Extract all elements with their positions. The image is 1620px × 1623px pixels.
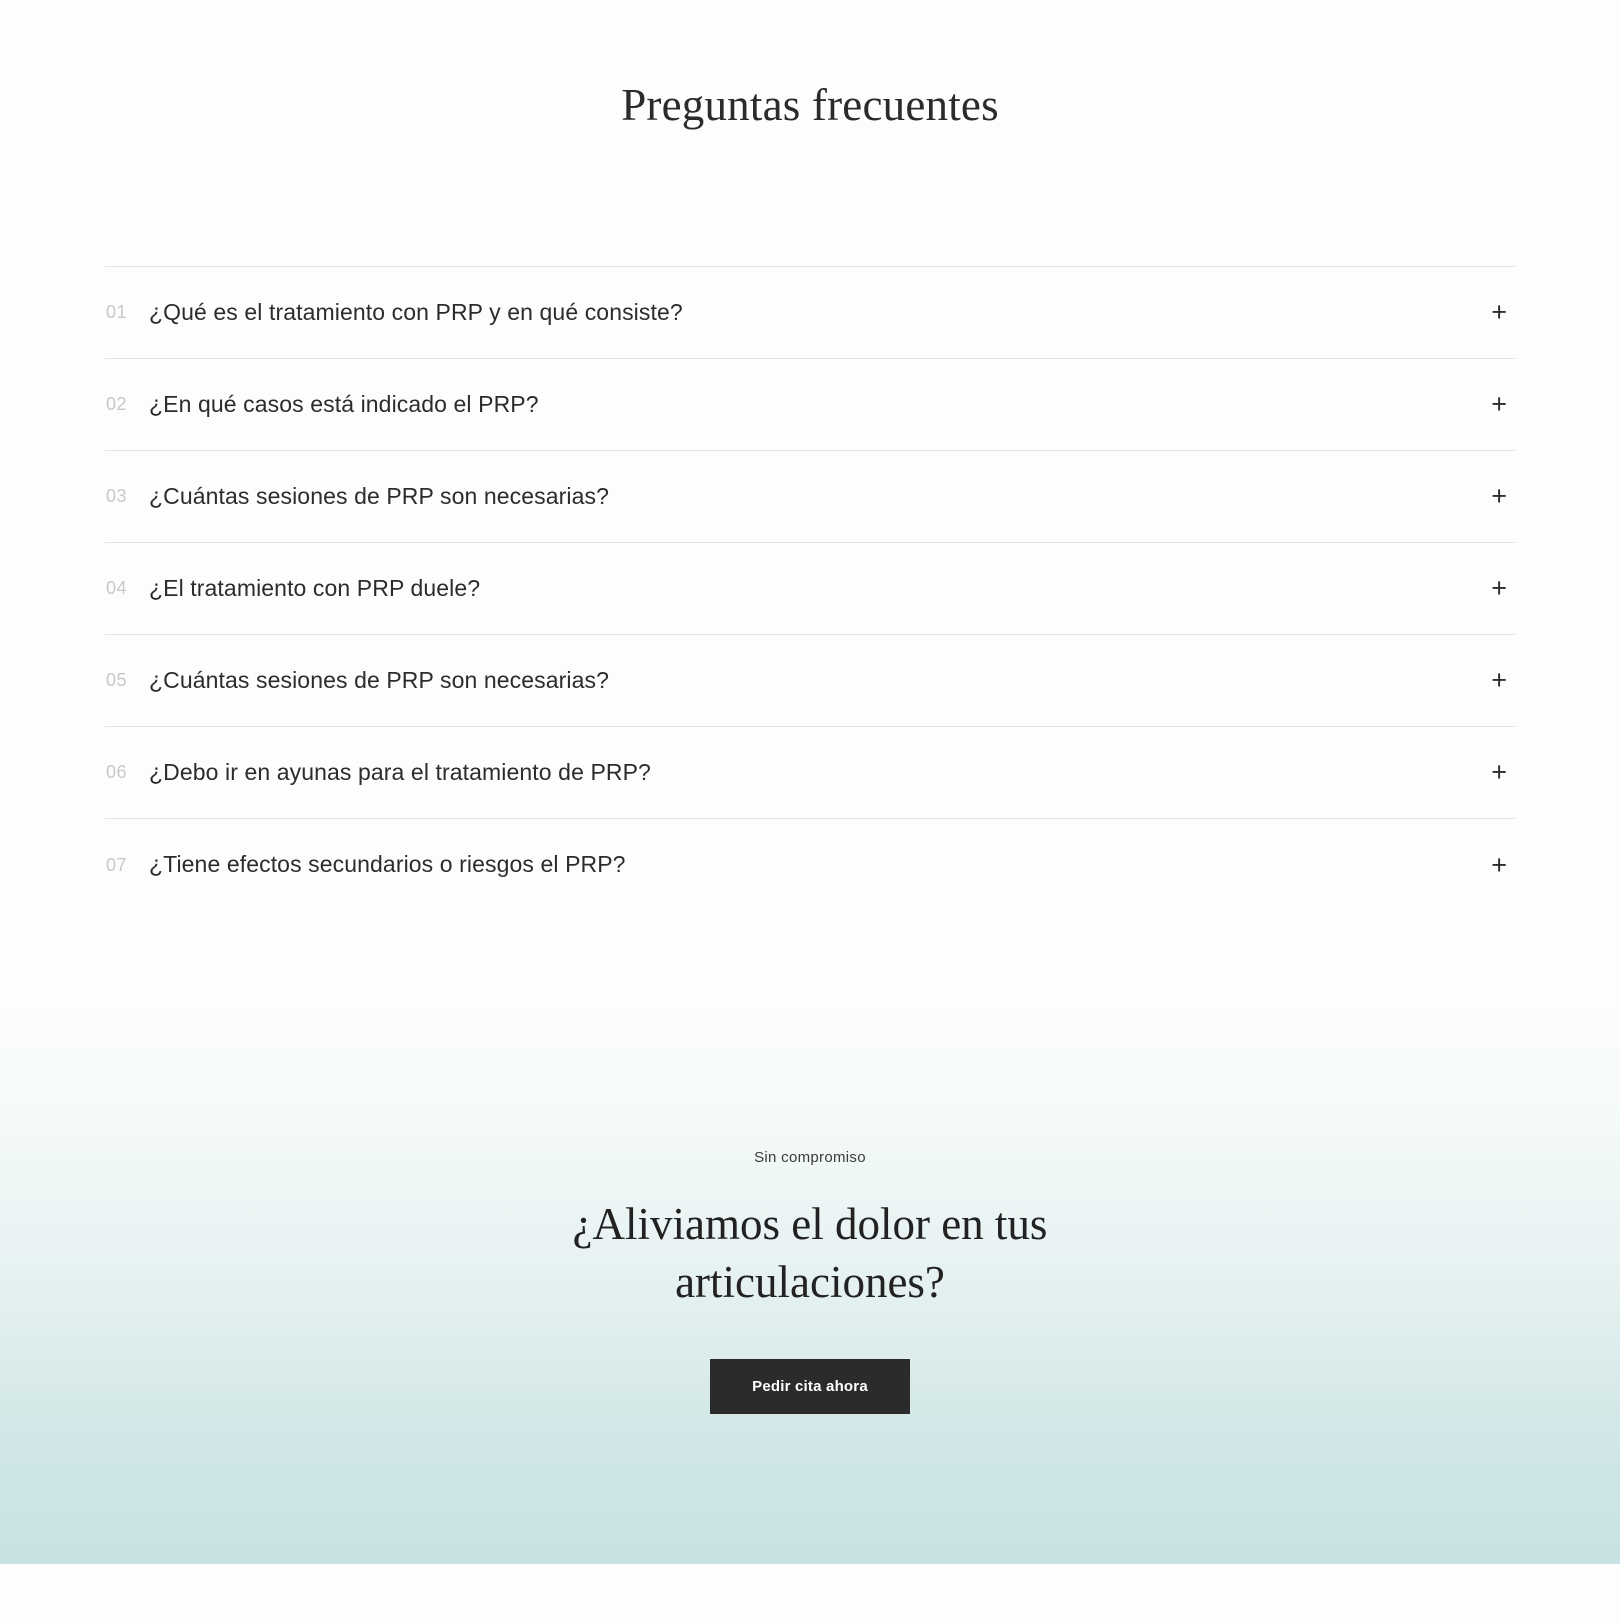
book-appointment-button[interactable]: Pedir cita ahora xyxy=(710,1359,910,1414)
plus-icon[interactable]: + xyxy=(1491,573,1507,603)
plus-icon[interactable]: + xyxy=(1491,665,1507,695)
plus-icon[interactable]: + xyxy=(1491,389,1507,419)
plus-icon[interactable]: + xyxy=(1491,297,1507,327)
faq-item-number: 04 xyxy=(106,578,128,598)
plus-icon[interactable]: + xyxy=(1491,481,1507,511)
faq-item-04[interactable] xyxy=(105,543,1515,635)
faq-item-02[interactable] xyxy=(105,359,1515,451)
faq-item-03[interactable] xyxy=(105,451,1515,543)
faq-item-question: ¿Cuántas sesiones de PRP son necesarias? xyxy=(149,482,610,509)
plus-icon[interactable]: + xyxy=(1491,757,1507,787)
cta-eyebrow: Sin compromiso xyxy=(754,1149,866,1166)
faq-item-07[interactable] xyxy=(105,819,1515,911)
faq-item-number: 02 xyxy=(106,394,128,414)
faq-item-01[interactable] xyxy=(105,267,1515,359)
faq-item-question: ¿En qué casos está indicado el PRP? xyxy=(149,390,539,417)
faq-list xyxy=(105,266,1515,911)
faq-item-number: 06 xyxy=(106,762,128,782)
page-title: Preguntas frecuentes xyxy=(621,80,999,130)
faq-item-question: ¿Tiene efectos secundarios o riesgos el PRP? xyxy=(149,851,626,878)
faq-item-06[interactable] xyxy=(105,727,1515,819)
faq-item-question: ¿El tratamiento con PRP duele? xyxy=(149,574,481,601)
faq-item-number: 05 xyxy=(106,670,128,690)
faq-item-question: ¿Qué es el tratamiento con PRP y en qué consiste? xyxy=(149,298,683,325)
plus-icon[interactable]: + xyxy=(1491,849,1507,880)
cta-section xyxy=(0,1001,1620,1564)
faq-item-question: ¿Cuántas sesiones de PRP son necesarias? xyxy=(149,666,610,693)
faq-item-number: 07 xyxy=(106,854,128,875)
faq-item-question: ¿Debo ir en ayunas para el tratamiento de PRP? xyxy=(149,758,651,785)
faq-item-05[interactable] xyxy=(105,635,1515,727)
faq-item-number: 01 xyxy=(106,302,128,322)
faq-item-number: 03 xyxy=(106,486,128,506)
cta-heading: ¿Aliviamos el dolor en tus articulaciones? xyxy=(572,1199,1048,1307)
